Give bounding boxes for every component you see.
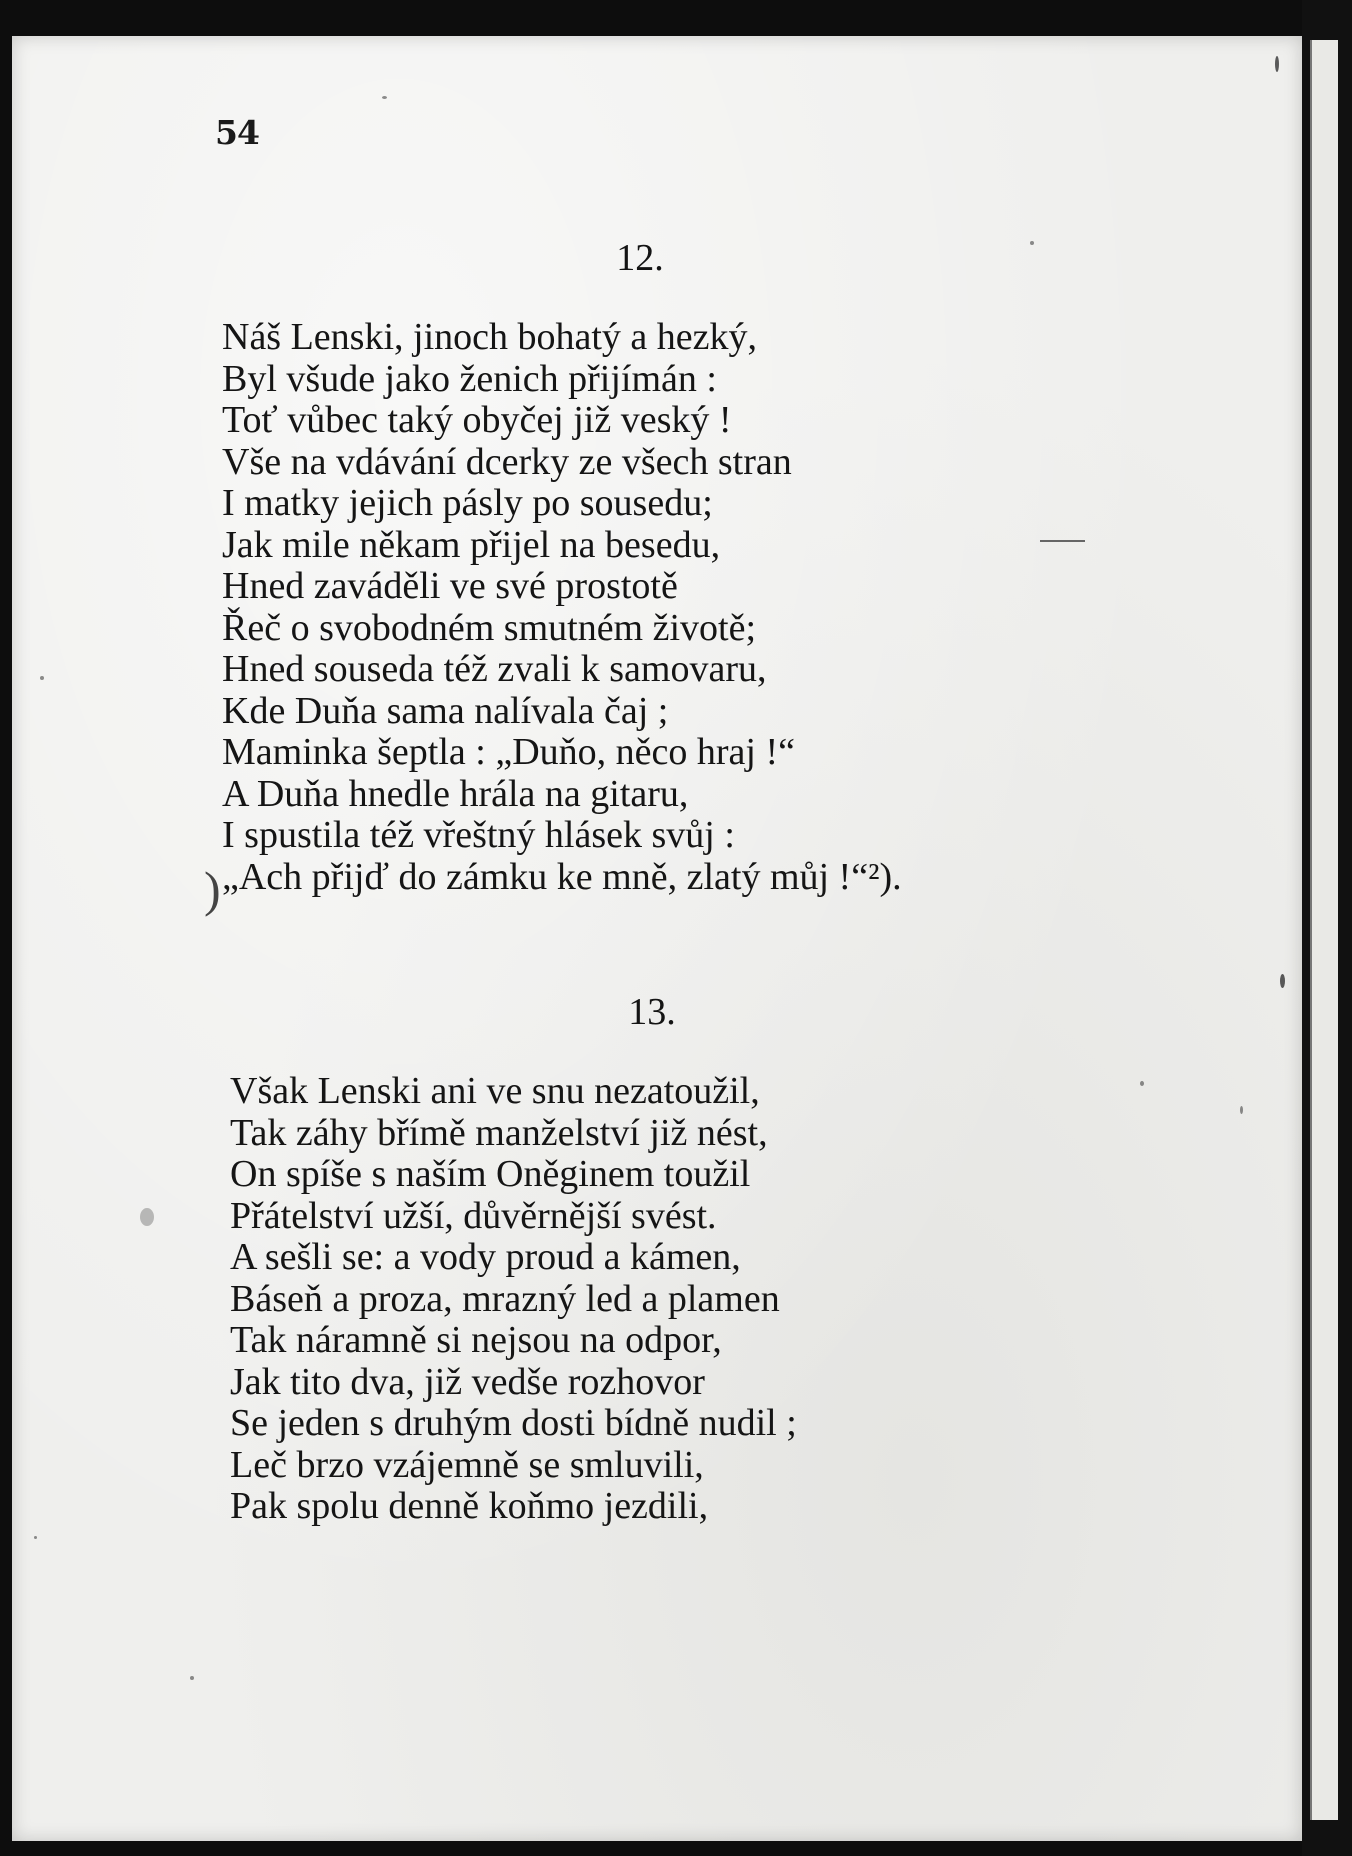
verse-line: „Ach přijď do zámku ke mně, zlatý můj !“²).: [222, 855, 902, 898]
verse-line: Jak tito dva, již vedše rozhovor: [230, 1360, 705, 1403]
scan-speck: [1280, 974, 1285, 988]
verse-line: Hned zaváděli ve své prostotě: [222, 565, 678, 607]
verse-line: Vše na vdávání dcerky ze všech stran: [222, 440, 792, 483]
verse-line: Leč brzo vzájemně se smluvili,: [230, 1443, 704, 1486]
verse-line: Však Lenski ani ve snu nezatoužil,: [230, 1070, 760, 1112]
stanza-13-verse: [230, 1071, 797, 1528]
margin-bracket-mark: ): [204, 861, 221, 917]
verse-line: I matky jejich pásly po sousedu;: [222, 482, 713, 524]
scan-speck: [140, 1208, 154, 1226]
margin-rule-mark: [1040, 540, 1085, 542]
verse-line: On spíše s naším Oněginem toužil: [230, 1153, 751, 1195]
page-number: 54: [215, 113, 259, 152]
verse-line: A Duňa hnedle hrála na gitaru,: [222, 772, 689, 815]
verse-line: Jak mile někam přijel na besedu,: [222, 523, 721, 566]
verse-line: A sešli se: a vody proud a kámen,: [230, 1236, 741, 1278]
verse-line: Hned souseda též zvali k samovaru,: [222, 648, 767, 690]
book-edge-gutter: [1302, 0, 1352, 1856]
scan-speck: [190, 1676, 194, 1680]
scan-speck: [1275, 56, 1279, 72]
verse-line: Toť vůbec taký obyčej již veský !: [222, 399, 732, 441]
scan-speck: [1030, 241, 1034, 245]
scan-speck: [1240, 1106, 1243, 1114]
verse-line: I spustila též vřeštný hlásek svůj :: [222, 814, 735, 856]
stanza-number-12: 12.: [616, 237, 664, 279]
scan-speck: [40, 676, 44, 680]
verse-line: Byl všude jako ženich přijímán :: [222, 357, 717, 400]
verse-line: Přátelství užší, důvěrnější svést.: [230, 1194, 717, 1237]
scan-speck: [382, 96, 387, 99]
verse-line: Báseň a proza, mrazný led a plamen: [230, 1277, 780, 1320]
book-page: [12, 36, 1302, 1841]
verse-line: Řeč o svobodném smutném životě;: [222, 606, 757, 649]
verse-line: Se jeden s druhým dosti bídně nudil ;: [230, 1402, 797, 1444]
verse-line: Maminka šeptla : „Duňo, něco hraj !“: [222, 731, 795, 773]
stanza-number-13: 13.: [628, 991, 676, 1033]
verse-line: Tak záhy břímě manželství již nést,: [230, 1111, 768, 1154]
stanza-12-verse: [222, 317, 902, 898]
verse-line: Náš Lenski, jinoch bohatý a hezký,: [222, 316, 758, 358]
verse-line: Kde Duňa sama nalívala čaj ;: [222, 689, 669, 732]
facing-page-edge: [1310, 40, 1338, 1820]
verse-line: Tak náramně si nejsou na odpor,: [230, 1319, 722, 1361]
scan-speck: [1140, 1081, 1144, 1086]
verse-line: Pak spolu denně koňmo jezdili,: [230, 1485, 709, 1527]
scan-speck: [34, 1536, 37, 1539]
